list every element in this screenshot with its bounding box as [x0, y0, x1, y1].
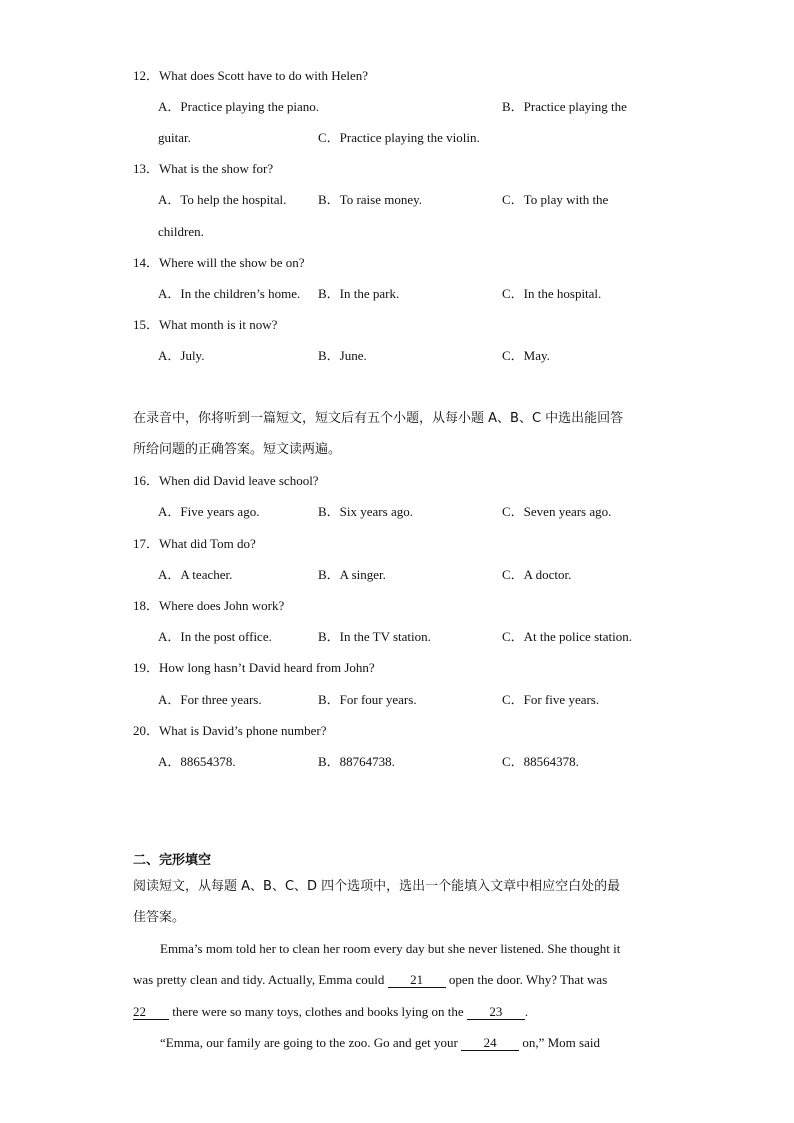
question-19: 19．How long hasn’t David heard from John? [133, 660, 375, 675]
option-14-b: B．In the park. [318, 286, 400, 301]
cloze-instruction-line2: 佳答案。 [133, 910, 186, 925]
question-number: 12． [133, 68, 160, 83]
option-13-c: C．To play with the [502, 192, 609, 207]
question-16: 16．When did David leave school? [133, 473, 319, 488]
listening-instruction-line1: 在录音中，你将听到一篇短文，短文后有五个小题，从每小题 A、B、C 中选出能回答 [133, 411, 624, 426]
option-14-c: C．In the hospital. [502, 286, 602, 301]
option-15-b: B．June. [318, 348, 367, 363]
question-12 [133, 68, 368, 84]
question-14: 14．Where will the show be on? [133, 255, 305, 270]
option-18-b: B．In the TV station. [318, 629, 431, 644]
option-19-c: C．For five years. [502, 692, 600, 707]
question-20: 20．What is David’s phone number? [133, 723, 327, 738]
option-13-c-continued: children. [158, 224, 204, 239]
option-12-c: C．Practice playing the violin. [318, 130, 480, 145]
option-16-c: C．Seven years ago. [502, 504, 612, 519]
question-18: 18．Where does John work? [133, 598, 285, 613]
cloze-instruction-line1: 阅读短文，从每题 A、B、C、D 四个选项中，选出一个能填入文章中相应空白处的最 [133, 879, 621, 894]
option-19-a: A．For three years. [158, 692, 262, 707]
passage-line: “Emma, our family are going to the zoo. Go and get your 24 on,” Mom said [160, 1035, 600, 1050]
option-18-a: A．In the post office. [158, 629, 272, 644]
option-12-b-continued: guitar. [158, 130, 191, 145]
option-12-b: B．Practice playing the [502, 99, 627, 114]
option-19-b: B．For four years. [318, 692, 417, 707]
option-15-a: A．July. [158, 348, 205, 363]
option-20-b: B．88764738. [318, 754, 395, 769]
option-17-c: C．A doctor. [502, 567, 572, 582]
blank-22: 22 [133, 1005, 169, 1020]
option-17-b: B．A singer. [318, 567, 386, 582]
section-heading-cloze: 二、完形填空 [133, 853, 212, 868]
passage-line: 22 there were so many toys, clothes and books lying on the 23 . [133, 1004, 529, 1019]
option-16-b: B．Six years ago. [318, 504, 413, 519]
option-14-a: A．In the children’s home. [158, 286, 301, 301]
option-13-b: B．To raise money. [318, 192, 423, 207]
blank-21: 21 [388, 973, 446, 988]
passage-line: Emma’s mom told her to clean her room every day but she never listened. She thought it [160, 941, 621, 956]
option-12-a: A．Practice playing the piano. [158, 99, 320, 114]
question-15: 15．What month is it now? [133, 317, 278, 332]
blank-23: 23 [467, 1005, 525, 1020]
question-13: 13．What is the show for? [133, 161, 274, 176]
listening-instruction-line2: 所给问题的正确答案。短文读两遍。 [133, 442, 342, 457]
option-15-c: C．May. [502, 348, 550, 363]
question-17: 17．What did Tom do? [133, 536, 256, 551]
option-17-a: A．A teacher. [158, 567, 233, 582]
option-20-c: C．88564378. [502, 754, 579, 769]
option-18-c: C．At the police station. [502, 629, 632, 644]
option-16-a: A．Five years ago. [158, 504, 260, 519]
question-stem: What does Scott have to do with Helen? [159, 68, 369, 83]
option-13-a: A．To help the hospital. [158, 192, 287, 207]
passage-line: was pretty clean and tidy. Actually, Emma could 21 open the door. Why? That was [133, 972, 608, 987]
blank-24: 24 [461, 1036, 519, 1051]
option-20-a: A．88654378. [158, 754, 236, 769]
